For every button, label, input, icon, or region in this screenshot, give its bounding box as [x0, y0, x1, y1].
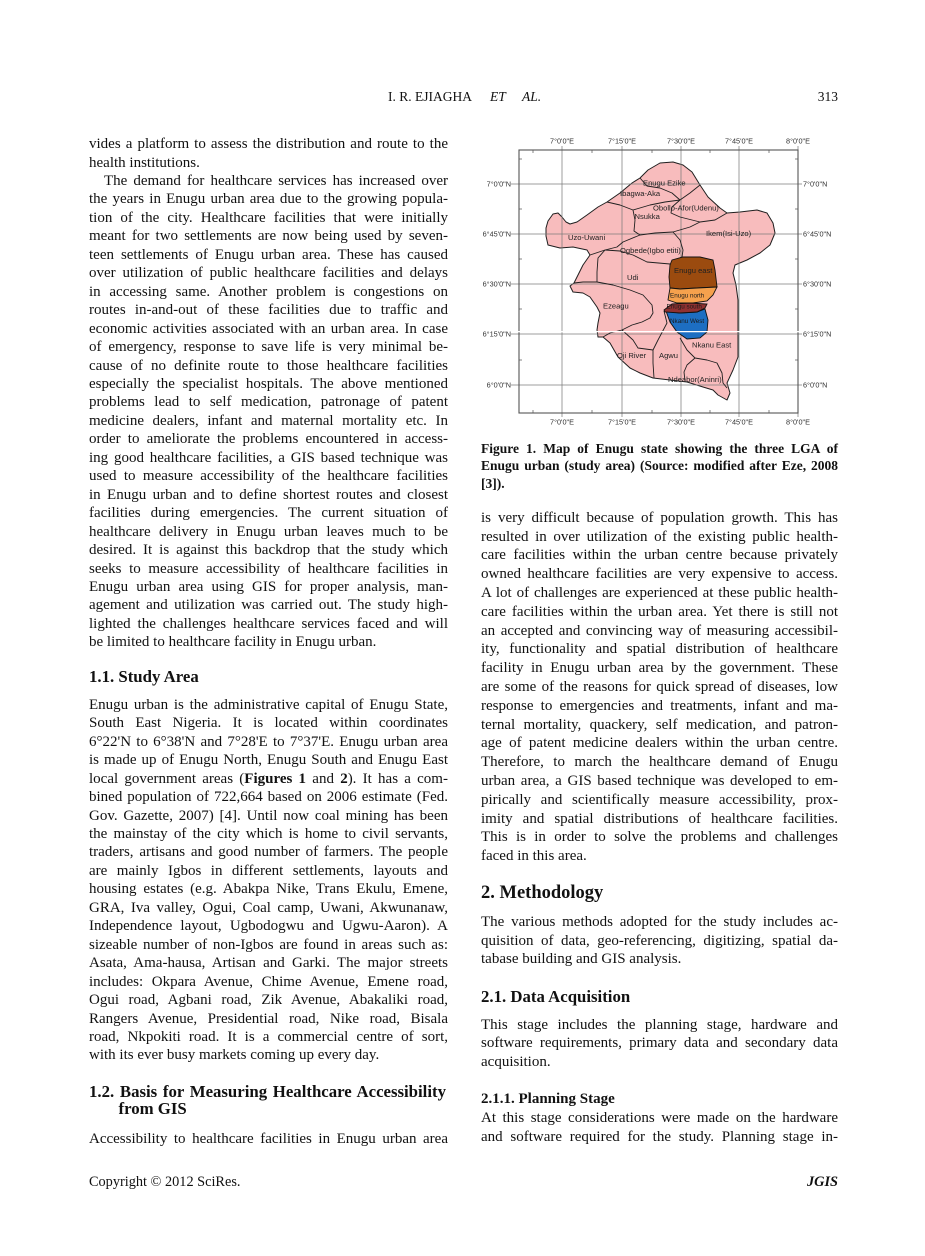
text-line: especially the specialist hospitals. The above mentioned — [89, 375, 448, 392]
map-label-ndeabor: Ndeabor(Aninri) — [668, 375, 722, 384]
text-line: order to ameliorate the problems encountered in access- — [89, 431, 448, 448]
map-label-oji-river: Oji River — [617, 351, 647, 360]
y-tick-label: 6°0'0"N — [486, 380, 511, 390]
paragraph-data-acquisition — [481, 1016, 838, 1072]
x-tick-label: 7°30'0"E — [666, 417, 696, 427]
y-tick-label: 6°0'0"N — [803, 380, 828, 390]
map-label-nkanu-west: Nkanu West — [670, 318, 705, 325]
text-line: with its ever busy markets coming up every day. — [89, 1047, 380, 1064]
x-tick-label: 8°0'0"E — [786, 417, 810, 427]
text-line: over utilization of public healthcare facilities and delays — [89, 265, 448, 282]
x-tick-label: 7°15'0"E — [607, 136, 637, 146]
figure-1-caption — [481, 440, 838, 493]
map-label-ogbede: Ogbede(Igbo etiti) — [620, 245, 681, 255]
text-line: GRA, Iva valley, Ogui, Coal camp, Uwani, Akwunanaw, — [89, 899, 448, 916]
x-tick-label: 7°45'0"E — [724, 417, 754, 427]
text-line: At this stage considerations were made on the hardware — [481, 1110, 838, 1127]
text-line: in Enugu urban and to define shortest routes and closest — [89, 486, 448, 503]
x-tick-label: 7°15'0"E — [607, 417, 637, 427]
paragraph-continued — [89, 135, 448, 172]
text-line: traders, artisans and good number of farmers. The people — [89, 844, 448, 861]
text-line: tabase building and GIS analysis. — [481, 951, 682, 968]
map-label-obollo-afor: Obollo-Afor(Udenu) — [653, 203, 719, 213]
figure-reference: Figures 1 — [244, 770, 307, 787]
text-line: is very difficult because of population growth. This has — [481, 509, 838, 526]
section-heading-basis-cont: from GIS — [118, 1099, 187, 1119]
text-line: lighted the challenges healthcare services faced and will — [89, 615, 448, 632]
text-line: imity and spatial distributions of healthcare facilities. — [481, 810, 838, 827]
text-line: software requirements, primary data and secondary data — [481, 1035, 838, 1052]
y-tick-label: 6°45'0"N — [803, 229, 832, 239]
text-line: The various methods adopted for the study includes ac- — [481, 914, 838, 931]
text-line: The demand for healthcare services has increased over — [104, 173, 448, 189]
text-line: tion of the city. Healthcare facilities that were initially — [89, 209, 448, 226]
text-line: is made up of Enugu North, Enugu South and Enugu East — [89, 752, 448, 769]
x-tick-labels-top — [550, 137, 810, 146]
text-line: Accessibility to healthcare facilities in Enugu urban area — [89, 1130, 448, 1147]
x-tick-label: 7°0'0"E — [550, 136, 574, 146]
map-label-uzo-uwani: Uzo-Uwani — [568, 233, 606, 242]
enugu-state-outline — [546, 162, 775, 400]
x-tick-labels-bottom — [550, 418, 810, 427]
x-tick-label: 7°30'0"E — [666, 136, 696, 146]
text-line — [89, 770, 448, 788]
map-label-agwu: Agwu — [659, 351, 678, 360]
text-line: ity, functionality and spatial distribution of healthcare — [481, 641, 838, 658]
text-line: care facilities within the urban centre because privately — [481, 547, 838, 564]
map-label-ikem: Ikem(Isi-Uzo) — [706, 229, 752, 238]
page-number: 313 — [817, 89, 838, 104]
text-line: health institutions. — [89, 154, 200, 171]
text-line: be limited to healthcare facility in Enugu urban. — [89, 634, 377, 651]
y-tick-label: 6°30'0"N — [803, 279, 832, 289]
y-tick-label: 7°0'0"N — [486, 179, 511, 189]
paragraph-planning-stage — [481, 1109, 838, 1146]
text-line: agement and utilization was carried out. The study high- — [89, 597, 448, 614]
text-line: acquisition. — [481, 1054, 551, 1070]
text-line: teen settlements of Enugu urban area. These has caused — [89, 246, 448, 263]
text-line: [3]). — [481, 475, 505, 491]
text-line: road, Nkpokiti road. It is a commercial centre of sort, — [89, 1028, 448, 1045]
text-line: cause of no definite route to those healthcare facilities — [89, 357, 448, 374]
text-line: South East Nigeria. It is located within coordinates — [89, 715, 448, 732]
paragraph-healthcare-demand — [89, 172, 448, 652]
text-line: are some of the reasons for quick spread of diseases, low — [481, 679, 838, 696]
text-line: age of patent medicine dealers within the urban centre. — [481, 735, 838, 752]
text-line: seeks to measure accessibility of healthcare facilities in — [89, 560, 448, 577]
map-label-enugu-ezike: Enugu Ezike — [643, 178, 686, 188]
text-line: urban area, a GIS based technique was developed to em- — [481, 773, 838, 790]
map-label-enugu-north: Enugu north — [670, 292, 705, 300]
text-line: of emergency, response to save life is very minimal be- — [89, 339, 448, 356]
map-label-ibagwa-aka: Ibagwa-Aka — [620, 189, 661, 198]
text-line: Ogui road, Agbani road, Zik Avenue, Abakaliki road, — [89, 992, 448, 1009]
y-tick-label: 6°15'0"N — [482, 329, 511, 339]
map-label-ezeagu: Ezeagu — [603, 301, 629, 311]
x-tick-label: 8°0'0"E — [786, 136, 810, 146]
map-label-nkanu-east: Nkanu East — [692, 340, 732, 350]
map-label-udi: Udi — [627, 273, 639, 282]
text-line: medicine dealers, infant and maternal mortality etc. In — [89, 412, 448, 429]
text-line: Enugu urban area using GIS for proper analysis, man- — [89, 578, 448, 595]
y-tick-label: 7°0'0"N — [803, 179, 828, 189]
running-head-et: ET — [490, 89, 506, 104]
text-line: This is in order to solve the problems and challenges — [481, 829, 838, 846]
section-heading-planning-stage: 2.1.1. Planning Stage — [481, 1091, 615, 1108]
map-label-enugu-south: Enugu south — [666, 303, 702, 311]
x-tick-label: 7°0'0"E — [550, 417, 574, 427]
section-heading-basis: 1.2. Basis for Measuring Healthcare Accessibility — [89, 1081, 446, 1101]
text-line: Enugu urban is the administrative capital of Enugu State, — [89, 696, 448, 713]
text-line: facility in Enugu urban area by the government. These — [481, 660, 838, 677]
y-tick-labels-left — [483, 180, 511, 390]
text-line: facilities during emergencies. The current situation of — [89, 505, 448, 522]
text-line: sizeable number of non-Igbos are found in areas such as: — [89, 936, 448, 953]
text-line: ternal mortality, quackery, self medication, and patron- — [481, 716, 838, 733]
text-line: routes in-and-out of these facilities due to traffic and — [89, 302, 448, 319]
text-line: are mainly Igbos in different settlements, layouts and — [89, 862, 448, 879]
text-line: A lot of challenges are experienced at these public health- — [481, 585, 838, 602]
text-line: and software required for the study. Planning stage in- — [481, 1128, 838, 1145]
text-line: used to measure accessibility of the healthcare facilities — [89, 468, 448, 485]
text-line: response to emergencies and treatments, infant and ma- — [481, 697, 838, 714]
y-tick-label: 6°30'0"N — [482, 279, 511, 289]
map-label-nsukka: Nsukka — [634, 212, 660, 221]
text-line: 6°22'N to 6°38'N and 7°28'E to 7°37'E. Enugu urban area — [89, 733, 448, 750]
text-line: resulted in over utilization of the existing public health- — [481, 528, 838, 545]
text-line: an accepted and convincing way of measuring accessibil- — [481, 622, 838, 639]
paragraph-basis — [89, 1130, 448, 1148]
map-label-enugu-east: Enugu east — [674, 265, 713, 275]
section-heading-study-area: 1.1. Study Area — [89, 667, 199, 687]
text-line: care facilities within the urban area. Yet there is still not — [481, 603, 838, 620]
paragraph-study-area — [89, 696, 448, 1065]
text-line: bined population of 722,664 based on 2006 estimate (Fed. — [89, 789, 448, 806]
text-line: This stage includes the planning stage, hardware and — [481, 1016, 838, 1033]
text-line: in accessing same. Another problem is congestions on — [89, 283, 448, 300]
text-line: the years in Enugu urban area due to the growing popula- — [89, 191, 448, 208]
y-tick-label: 6°15'0"N — [803, 329, 832, 339]
text-line: Gov. Gazette, 2007) [4]. Until now coal mining has been — [89, 807, 448, 824]
text-line: Figure 1. Map of Enugu state showing the three LGA of — [481, 440, 838, 456]
text-line: Asata, Ama-hausa, Artisan and Garki. The major streets — [89, 955, 448, 972]
text-line: pirically and scientifically measure accessibility, prox- — [481, 791, 838, 808]
footer-copyright: Copyright © 2012 SciRes. — [89, 1174, 241, 1190]
text-line: Therefore, to march the healthcare demand of Enugu — [481, 754, 838, 771]
text-run: local government areas ( — [89, 770, 245, 787]
text-line: the mainstay of the city which is home to civil servants, — [89, 825, 448, 842]
text-line: Independence layout, Ugbodogwu and Ugwu-Aaron). A — [89, 918, 448, 935]
running-head-authors: I. R. EJIAGHA — [388, 89, 472, 104]
footer-journal-abbrev: JGIS — [807, 1174, 838, 1190]
text-line: healthcare delivery in Enugu urban leaves much to be — [89, 523, 448, 540]
text-line: housing estates (e.g. Abakpa Nike, Trans Ekulu, Emene, — [89, 881, 448, 898]
text-line: faced in this area. — [481, 848, 587, 865]
text-line: economic activities associated with an urban area. In case — [89, 320, 448, 337]
text-line: meant for two settlements are now being used by seven- — [89, 228, 448, 245]
y-tick-labels-right — [803, 180, 831, 390]
text-line: Enugu urban (study area) (Source: modified after Eze, 2008 — [481, 458, 838, 474]
paragraph-methodology — [481, 913, 838, 969]
section-heading-methodology: 2. Methodology — [481, 883, 604, 903]
x-tick-label: 7°45'0"E — [724, 136, 754, 146]
figure-reference: 2 — [340, 770, 348, 787]
text-line: vides a platform to assess the distribution and route to the — [89, 136, 448, 153]
text-line: ing good healthcare facilities, a GIS based technique was — [89, 449, 448, 466]
figure-1 — [466, 128, 850, 432]
text-line: quisition of data, geo-referencing, digitizing, spatial da- — [481, 932, 838, 949]
text-line: problems lead to self medication, patronage of patent — [89, 394, 448, 411]
y-tick-label: 6°45'0"N — [482, 229, 511, 239]
text-run: ). It has a com- — [347, 770, 448, 787]
text-line: desired. It is against this backdrop that the study which — [89, 542, 448, 559]
text-line: Rangers Avenue, Presidential road, Nike road, Bisala — [89, 1010, 448, 1027]
text-line: includes: Okpara Avenue, Chime Avenue, Emene road, — [89, 973, 448, 990]
running-head-al: AL. — [522, 89, 542, 104]
text-run: and — [306, 770, 341, 787]
section-heading-data-acquisition: 2.1. Data Acquisition — [481, 986, 631, 1006]
text-line: owned healthcare facilities are very expensive to access. — [481, 566, 838, 583]
enugu-state-map — [466, 128, 850, 432]
paragraph-continuation — [481, 509, 838, 866]
